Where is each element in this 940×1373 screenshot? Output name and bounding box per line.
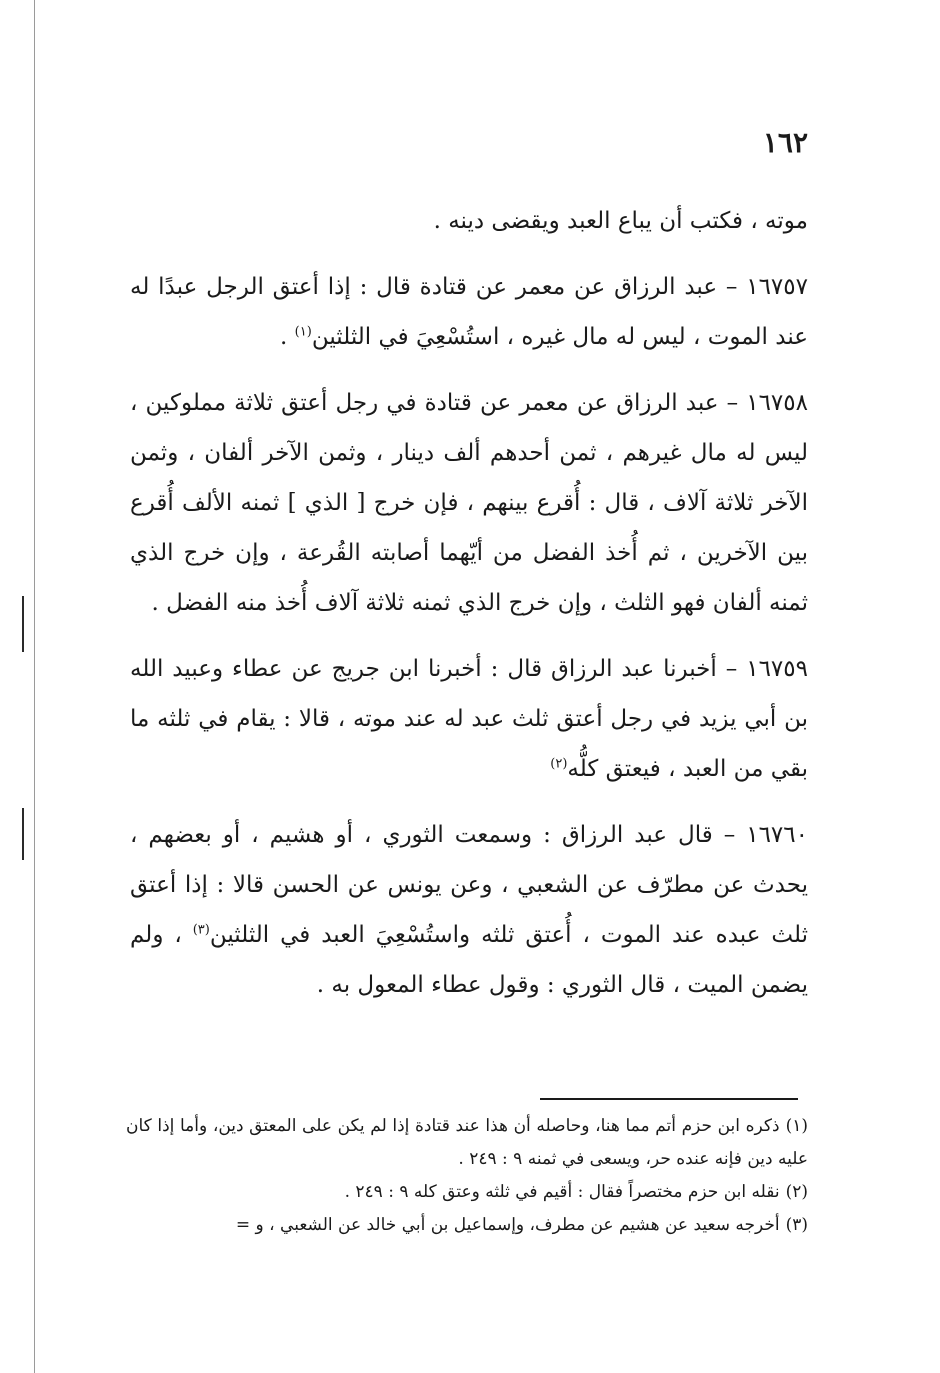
footnote-3: (٣)أخرجه سعيد عن هشيم عن مطرف، وإسماعيل بن أبي خالد عن الشعبي ، و = xyxy=(235,1215,808,1235)
paragraph-16758: ١٦٧٥٨ – عبد الرزاق عن معمر عن قتادة في رجل أعتق ثلاثة مملوكين ، ليس له مال غيرهم ، ثمن أحدهم ألف دينار ، وثمن الآخر ألفان ، وثمن الآخر ثلاثة آلاف ، قال : أُقرع بينهم ، فإن خرج [ الذي ] ثمنه الألف أُقرع بين الآخرين ، ثم أُخذ الفضل من أيّهما أصابته القُرعة ، وإن خرج الذي ثمنه ألفان فهو الثلث ، وإن خرج الذي ثمنه ثلاثة آلاف أُخذ منه الفضل . xyxy=(130,390,808,616)
footnotes xyxy=(126,1110,808,1242)
main-text xyxy=(130,196,808,1026)
paragraph-16760: ١٦٧٦٠ – قال عبد الرزاق : وسمعت الثوري ، أو هشيم ، أو بعضهم ، يحدث عن مطرّف عن الشعبي ، وعن يونس عن الحسن قالا : إذا أعتق ثلث عبده عند الموت ، أُعتق ثلثه واستُسْعِيَ العبد في الثلثين$^{(٣)}$ ، ولم يضمن الميت ، قال الثوري : وقول عطاء المعول به . xyxy=(130,822,808,998)
paragraph-16759: ١٦٧٥٩ – أخبرنا عبد الرزاق قال : أخبرنا ابن جريج عن عطاء وعبيد الله بن أبي يزيد في رجل أعتق ثلث عبد له عند موته ، قالا : يقام في ثلثه ما بقي من العبد ، فيعتق كلُّه$^{(٢)}$ xyxy=(130,656,808,782)
paragraph-16757: ١٦٧٥٧ – عبد الرزاق عن معمر عن قتادة قال : إذا أعتق الرجل عبدًا له عند الموت ، ليس له مال غيره ، استُسْعِيَ في الثلثين$^{(١)}$ . xyxy=(130,274,808,350)
paragraph: موته ، فكتب أن يباع العبد ويقضى دينه . xyxy=(433,208,808,234)
footnote-1: (١)ذكره ابن حزم أتم مما هنا، وحاصله أن هذا عند قتادة إذا لم يكن على المعتق دين، وأما إذا كان عليه دين فإنه عنده حر، ويسعى في ثمنه ٩ : ٢٤٩ . xyxy=(126,1116,808,1169)
footnote-2: (٢)نقله ابن حزم مختصراً فقال : أقيم في ثلثه وعتق كله ٩ : ٢٤٩ . xyxy=(344,1182,808,1202)
footnote-ref[interactable]: (٢) xyxy=(550,756,568,772)
scan-mark xyxy=(22,808,24,860)
footnote-ref[interactable]: (١) xyxy=(294,324,312,340)
page-edge-line xyxy=(34,0,35,1373)
footnote-divider xyxy=(540,1098,798,1100)
page-number: ١٦٢ xyxy=(762,126,808,159)
footnote-ref[interactable]: (٣) xyxy=(192,922,210,938)
scan-mark xyxy=(22,596,24,652)
